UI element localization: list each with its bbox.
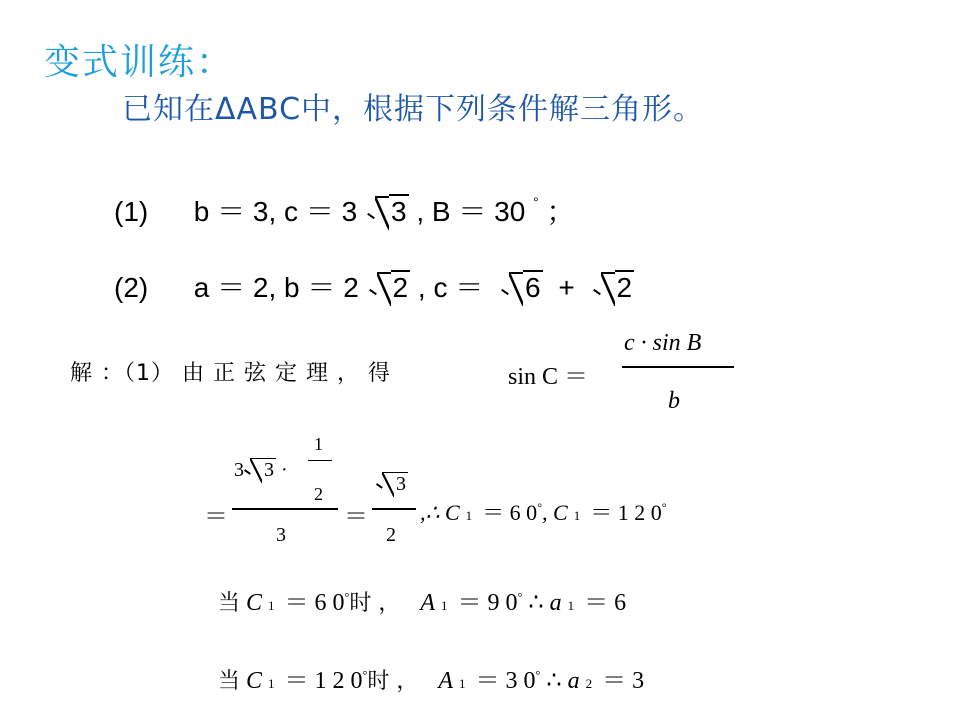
sin-c-label: sin C ＝ (508, 364, 589, 390)
problem-1-label: (1) (114, 196, 149, 227)
main-fraction-bar (232, 508, 338, 510)
half-numerator: 1 (314, 434, 323, 454)
half-bar (308, 460, 332, 461)
sqrt-6: 6 (501, 272, 543, 304)
problem-1-angle: , B ＝ 30 (416, 196, 526, 227)
numerator-2: 3 (376, 472, 408, 496)
denominator-2: 2 (386, 524, 396, 546)
problem-2-label: (2) (114, 272, 149, 303)
equals-2: ＝ (344, 504, 368, 530)
problem-1-end: ； (546, 196, 575, 227)
problem-1 (114, 190, 574, 230)
sqrt-2-second: 2 (593, 272, 635, 304)
sqrt-3: 3 (367, 196, 409, 228)
degree-sign: ° (533, 194, 539, 210)
case-1: 当 C 1 ＝ 6 0°时 ， A 1 ＝ 9 0° ∴ a 1 ＝ 6 (218, 590, 627, 616)
fraction-bar (622, 366, 734, 368)
denominator-1: 3 (276, 524, 286, 546)
case-2: 当 C 1 ＝ 1 2 0°时 ， A 1 ＝ 3 0° ∴ a 2 ＝ 3 (218, 668, 645, 694)
problem-2-c: , c ＝ (417, 272, 484, 303)
half-denominator: 2 (314, 484, 323, 504)
problem-2 (114, 266, 634, 306)
numerator-1: 3 3 · (234, 459, 288, 481)
problem-1-given: b ＝ 3, c ＝ 3 (193, 196, 358, 227)
equals-1: ＝ (204, 504, 228, 530)
sqrt-2: 2 (369, 272, 411, 304)
fraction-numerator: c · sin B (624, 330, 702, 356)
solution-intro: 解 ：（1） 由 正 弦 定 理 ， 得 (70, 361, 391, 386)
exercise-heading: 变式训练： (44, 42, 235, 83)
problem-statement: 已知在ΔABC中，根据下列条件解三角形。 (122, 92, 705, 127)
problem-2-given: a ＝ 2, b ＝ 2 (193, 272, 359, 303)
plus-sign: + (558, 272, 575, 303)
fraction-denominator: b (668, 388, 680, 414)
fraction-bar-2 (372, 508, 416, 510)
angle-results: ,∴ C 1 ＝ 6 0°, C 1 ＝ 1 2 0° (420, 500, 667, 525)
